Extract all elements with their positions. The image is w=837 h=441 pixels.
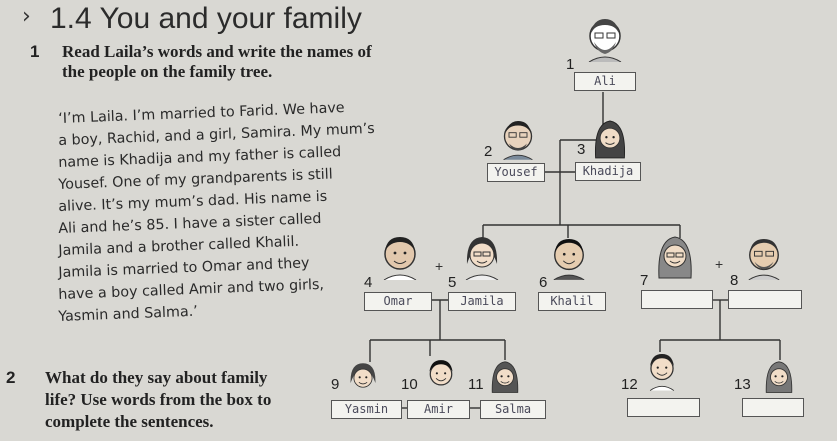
text-line: a boy, Rachid, and a girl, Samira. My mum’s [58, 120, 375, 149]
person-12-number: 12 [621, 376, 638, 393]
couple-plus-7-8: + [715, 256, 724, 272]
name-box-4[interactable]: Omar [364, 292, 432, 311]
face-yousef-icon [500, 118, 536, 160]
person-9-number: 9 [331, 376, 340, 393]
person-11-number: 11 [468, 376, 484, 393]
face-salma-icon [488, 358, 522, 398]
text-line: Ali and he’s 85. I have a sister called [58, 210, 322, 237]
chevron-icon: › [22, 4, 31, 29]
face-samira-icon [762, 358, 796, 398]
person-10-number: 10 [401, 376, 418, 393]
text-line: Yousef. One of my grandparents is still [58, 166, 333, 193]
exercise-1-number: 1 [30, 42, 40, 61]
person-8-number: 8 [730, 272, 739, 289]
page-title: 1.4 You and your family [50, 2, 362, 35]
name-box-9[interactable]: Yasmin [331, 400, 402, 419]
face-ali-icon [585, 16, 625, 62]
text-line: Jamila is married to Omar and they [58, 255, 310, 281]
exercise-2-instruction-line-1: What do they say about family [45, 368, 268, 387]
name-box-2[interactable]: Yousef [487, 163, 545, 182]
name-box-3[interactable]: Khadija [575, 162, 641, 181]
face-rachid-icon [645, 350, 679, 392]
text-line: name is Khadija and my father is called [58, 144, 342, 171]
name-box-11[interactable]: Salma [480, 400, 546, 419]
exercise-2-number: 2 [6, 368, 16, 387]
name-box-8[interactable] [728, 290, 802, 309]
name-box-13[interactable] [742, 398, 804, 417]
face-khalil-icon [550, 236, 588, 280]
exercise-1-instruction-line-1: Read Laila’s words and write the names of [62, 42, 372, 61]
name-box-5[interactable]: Jamila [448, 292, 516, 311]
couple-plus-4-5: + [435, 258, 444, 274]
name-box-7[interactable] [641, 290, 713, 309]
exercise-2-instruction-line-3: complete the sentences. [45, 412, 214, 431]
face-farid-icon [745, 236, 783, 280]
face-jamila-icon [462, 234, 502, 280]
person-1-number: 1 [566, 56, 575, 73]
exercise-1-instruction-line-2: the people on the family tree. [62, 62, 273, 81]
face-khadija-icon [592, 118, 628, 160]
text-line: Jamila and a brother called Khalil. [58, 233, 300, 259]
text-line: have a boy called Amir and two girls, [58, 276, 325, 303]
name-box-10[interactable]: Amir [407, 400, 470, 419]
person-4-number: 4 [364, 274, 373, 291]
person-5-number: 5 [448, 274, 457, 291]
text-line: Yasmin and Salma.’ [58, 303, 199, 325]
name-box-6[interactable]: Khalil [538, 292, 606, 311]
text-line: alive. It’s my mum’s dad. His name is [58, 188, 328, 215]
face-omar-icon [380, 234, 420, 280]
person-13-number: 13 [734, 376, 751, 393]
face-yasmin-icon [346, 360, 380, 398]
person-2-number: 2 [484, 143, 493, 160]
text-line: ‘I’m Laila. I’m married to Farid. We have [58, 100, 345, 127]
name-box-12[interactable] [627, 398, 700, 417]
name-box-1[interactable]: Ali [574, 72, 636, 91]
person-3-number: 3 [577, 141, 586, 158]
face-amir-icon [424, 356, 458, 394]
face-laila-icon [655, 234, 695, 280]
person-6-number: 6 [539, 274, 548, 291]
exercise-2-instruction-line-2: life? Use words from the box to [45, 390, 272, 409]
person-7-number: 7 [640, 272, 649, 289]
